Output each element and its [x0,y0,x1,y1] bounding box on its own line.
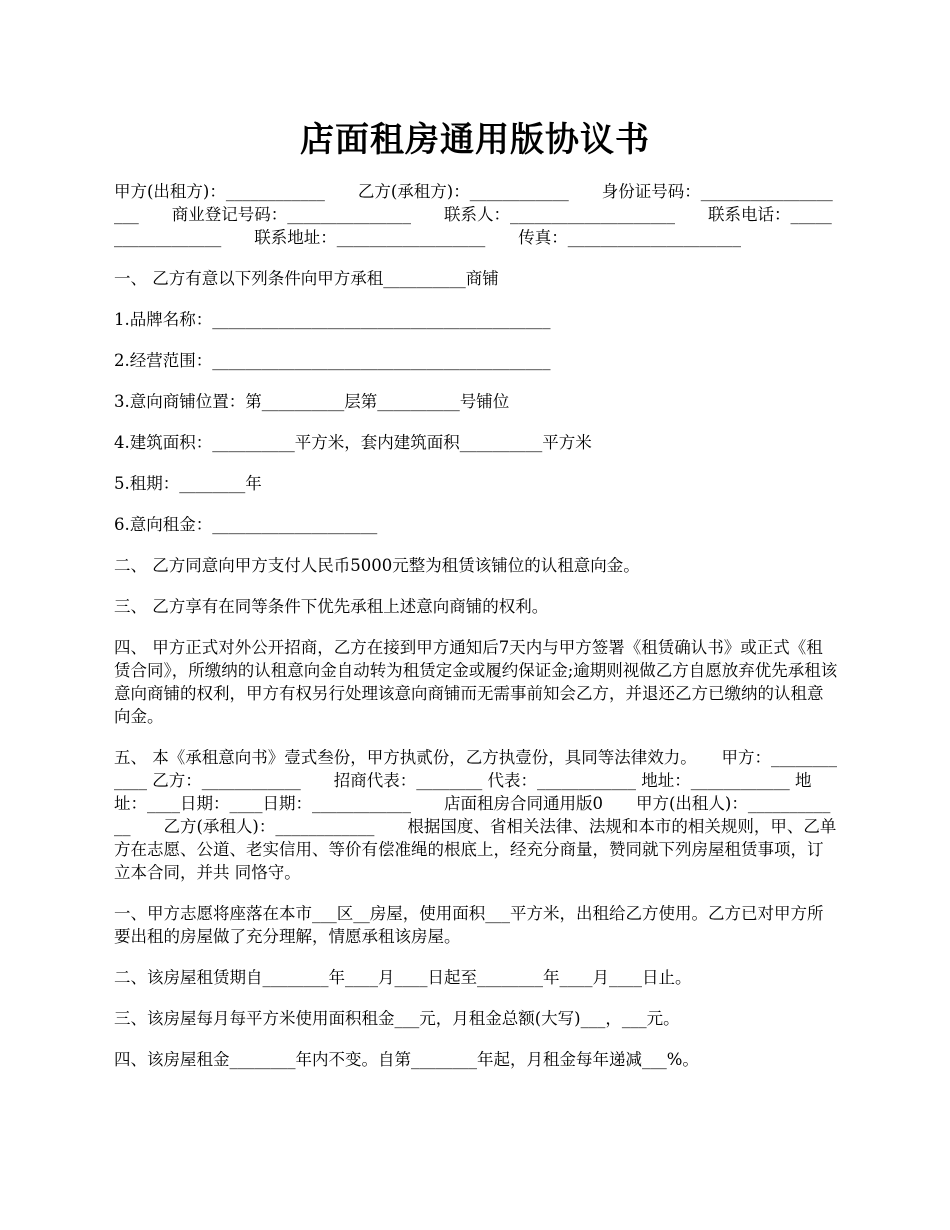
paragraph: 1.品牌名称：_________________________________________ [114,310,551,329]
paragraph: 五、 本《承租意向书》壹式叁份，甲方执贰份，乙方执壹份，具同等法律效力。 甲方：____________ 乙方：____________ 招商代表：________ 代表：____________ 地址：____________ 地址：____日期：____日期：____________ 店面租房合同通用版0 甲方(出租人)：____________ 乙方(承租人)：____________ 根据国度、省相关法律、法规和本市的相关规则，甲、乙单方在志愿、公道、老实信用、等价有偿准绳的根底上，经充分商量，赞同就下列房屋租赁事项，订立本合同，并共 同恪守。 [114,748,837,882]
paragraph: 四、 甲方正式对外公开招商，乙方在接到甲方通知后7天内与甲方签署《租赁确认书》或正式《租赁合同》，所缴纳的认租意向金自动转为租赁定金或履约保证金;逾期则视做乙方自愿放弃优先承租该意向商铺的权利，甲方有权另行处理该意向商铺而无需事前知会乙方，并退还乙方已缴纳的认租意向金。 [114,638,838,726]
paragraph: 四、该房屋租金________年内不变。自第________年起，月租金每年递减___%。 [114,1050,699,1069]
paragraph: 二、 乙方同意向甲方支付人民币5000元整为租赁该铺位的认租意向金。 [114,556,640,575]
paragraph: 三、该房屋每月每平方米使用面积租金___元，月租金总额(大写)___，___元。 [114,1009,680,1028]
paragraph: 一、甲方志愿将座落在本市___区__房屋，使用面积___平方米，出租给乙方使用。乙方已对甲方所要出租的房屋做了充分理解，情愿承租该房屋。 [114,904,824,946]
paragraph: 三、 乙方享有在同等条件下优先承租上述意向商铺的权利。 [114,597,549,616]
paragraph: 6.意向租金：____________________ [114,515,378,534]
paragraph: 2.经营范围：_________________________________________ [114,351,551,370]
paragraph: 一、 乙方有意以下列条件向甲方承租__________商铺 [114,269,499,288]
paragraph: 3.意向商铺位置：第__________层第__________号铺位 [114,392,510,411]
paragraph: 5.租期：________年 [114,474,262,493]
paragraph: 4.建筑面积：__________平方米，套内建筑面积__________平方米 [114,433,592,452]
paragraph: 二、该房屋租赁期自________年____月____日起至________年____月____日止。 [114,968,692,987]
party-info-block: 甲方(出租方)：____________ 乙方(承租方)：____________ 身份证号码：___________________ 商业登记号码：_______________ 联系人：____________________ 联系电话：__________________ 联系地址：__________________ 传真：_____________________ [114,182,833,247]
document-title: 店面租房通用版协议书 [300,120,650,160]
document-body [114,180,838,1071]
